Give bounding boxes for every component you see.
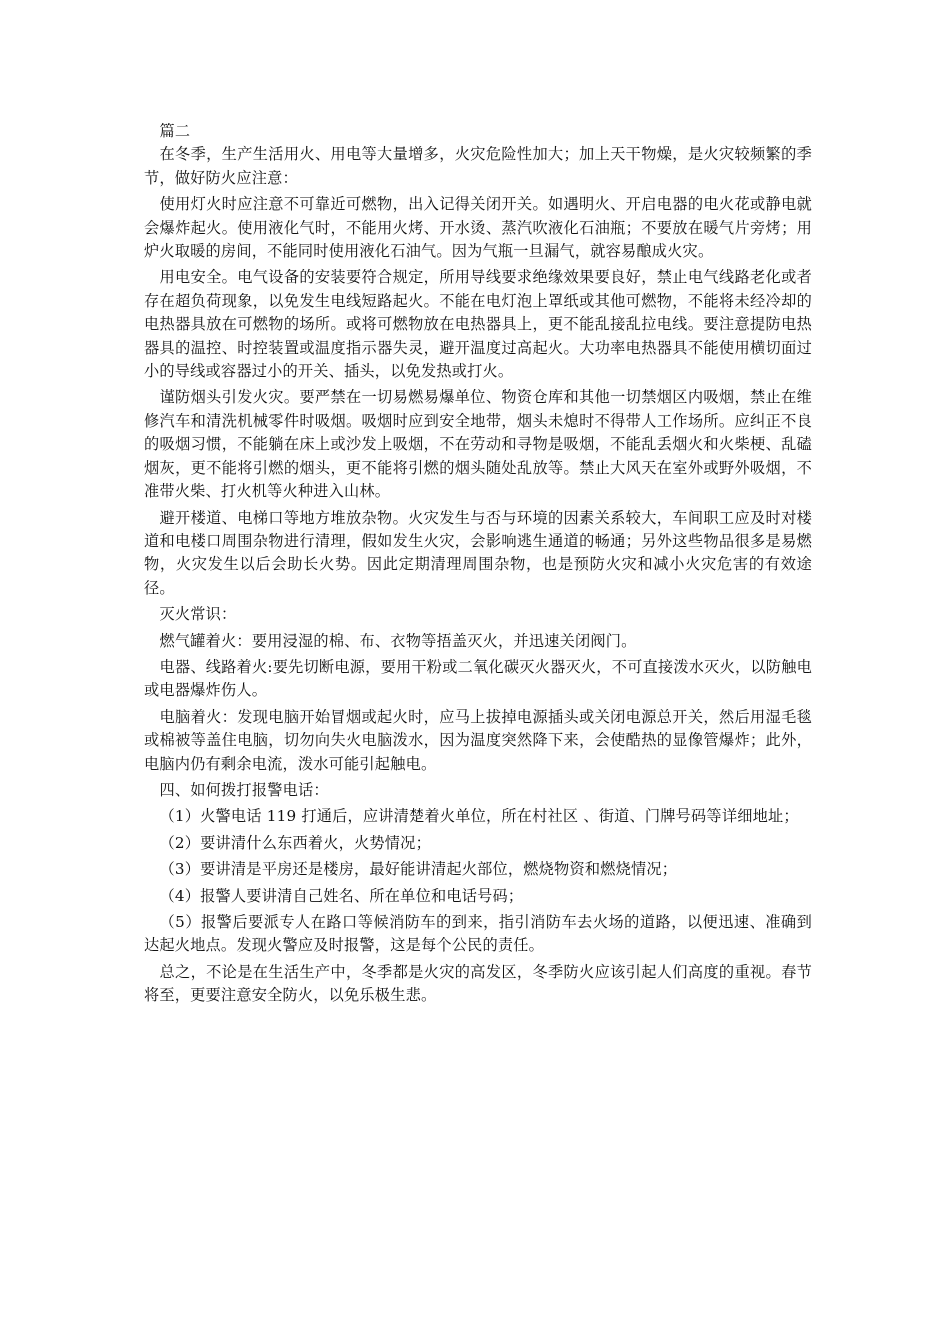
alarm-step-3: （3）要讲清是平房还是楼房，最好能讲清起火部位，燃烧物资和燃烧情况； (159, 860, 678, 879)
paragraph-gas-tank-fire: 燃气罐着火：要用浸湿的棉、布、衣物等捂盖灭火，并迅速关闭阀门。 (159, 631, 637, 650)
alarm-call-heading: 四、如何拨打报警电话： (159, 780, 329, 799)
paragraph-stairway-clearance: 避开楼道、电梯口等地方堆放杂物。火灾发生与否与环境的因素关系较大，车间职工应及时对楼道和电楼口周围杂物进行清理，假如发生火灾，会影响逃生通道的畅通；另外这些物品很多是易燃物，火灾发生以后会助长火势。因此定期清理周围杂物，也是预防火灾和减小火灾危害的有效途径。 (144, 508, 812, 597)
alarm-step-1: （1）火警电话 119 打通后，应讲清楚着火单位，所在村社区 、街道、门牌号码等详细地址； (159, 807, 799, 826)
intro-paragraph: 在冬季，生产生活用火、用电等大量增多，火灾危险性加大；加上天干物燥，是火灾较频繁的季节，做好防火应注意： (144, 145, 812, 187)
alarm-step-4: （4）报警人要讲清自己姓名、所在单位和电话号码； (159, 886, 524, 905)
paragraph-electrical-fire: 电器、线路着火:要先切断电源，要用干粉或二氧化碳灭火器灭火，不可直接泼水灭火，以防触电或电器爆炸伤人。 (144, 657, 812, 700)
paragraph-computer-fire: 电脑着火：发现电脑开始冒烟或起火时，应马上拔掉电源插头或关闭电源总开关，然后用湿毛毯或棉被等盖住电脑，切勿向失火电脑泼水，因为温度突然降下来，会使酷热的显像管爆炸；此外，电脑内仍有剩余电流，泼水可能引起触电。 (144, 707, 812, 773)
alarm-step-2: （2）要讲清什么东西着火，火势情况； (159, 833, 431, 852)
firefighting-knowledge-heading: 灭火常识： (159, 605, 237, 624)
paragraph-cigarette-safety: 谨防烟头引发火灾。要严禁在一切易燃易爆单位、物资仓库和其他一切禁烟区内吸烟，禁止在维修汽车和清洗机械零件时吸烟。吸烟时应到安全地带，烟头未熄时不得带人工作场所。应纠正不良的吸烟习惯，不能躺在床上或沙发上吸烟，不在劳动和寻物是吸烟，不能乱丢烟火和火柴梗、乱磕烟灰，更不能将引燃的烟头，更不能将引燃的烟头随处乱放等。禁止大风天在室外或野外吸烟，不准带火柴、打火机等火种进入山林。 (144, 388, 812, 501)
alarm-step-5: （5）报警后要派专人在路口等候消防车的到来，指引消防车去火场的道路，以便迅速、准确到达起火地点。发现火警应及时报警，这是每个公民的责任。 (144, 913, 812, 955)
conclusion-paragraph: 总之，不论是在生活生产中，冬季都是火灾的高发区，冬季防火应该引起人们高度的重视。春节将至，更要注意安全防火，以免乐极生悲。 (144, 962, 812, 1005)
paragraph-lighting-safety: 使用灯火时应注意不可靠近可燃物，出入记得关闭开关。如遇明火、开启电器的电火花或静电就会爆炸起火。使用液化气时，不能用火烤、开水烫、蒸汽吹液化石油瓶；不要放在暖气片旁烤；用炉火取暖的房间，不能同时使用液化石油气。因为气瓶一旦漏气，就容易酿成火灾。 (144, 195, 812, 261)
document-page (144, 120, 812, 1008)
paragraph-electrical-safety: 用电安全。电气设备的安装要符合规定，所用导线要求绝缘效果要良好，禁止电气线路老化或者存在超负荷现象，以免发生电线短路起火。不能在电灯泡上罩纸或其他可燃物，不能将未经冷却的电热器具放在可燃物的场所。或将可燃物放在电热器具上，更不能乱接乱拉电线。要注意提防电热器具的温控、时控装置或温度指示器失灵，避开温度过高起火。大功率电热器具不能使用横切面过小的导线或容器过小的开关、插头，以免发热或打火。 (144, 268, 812, 381)
section-heading: 篇二 (159, 122, 191, 140)
